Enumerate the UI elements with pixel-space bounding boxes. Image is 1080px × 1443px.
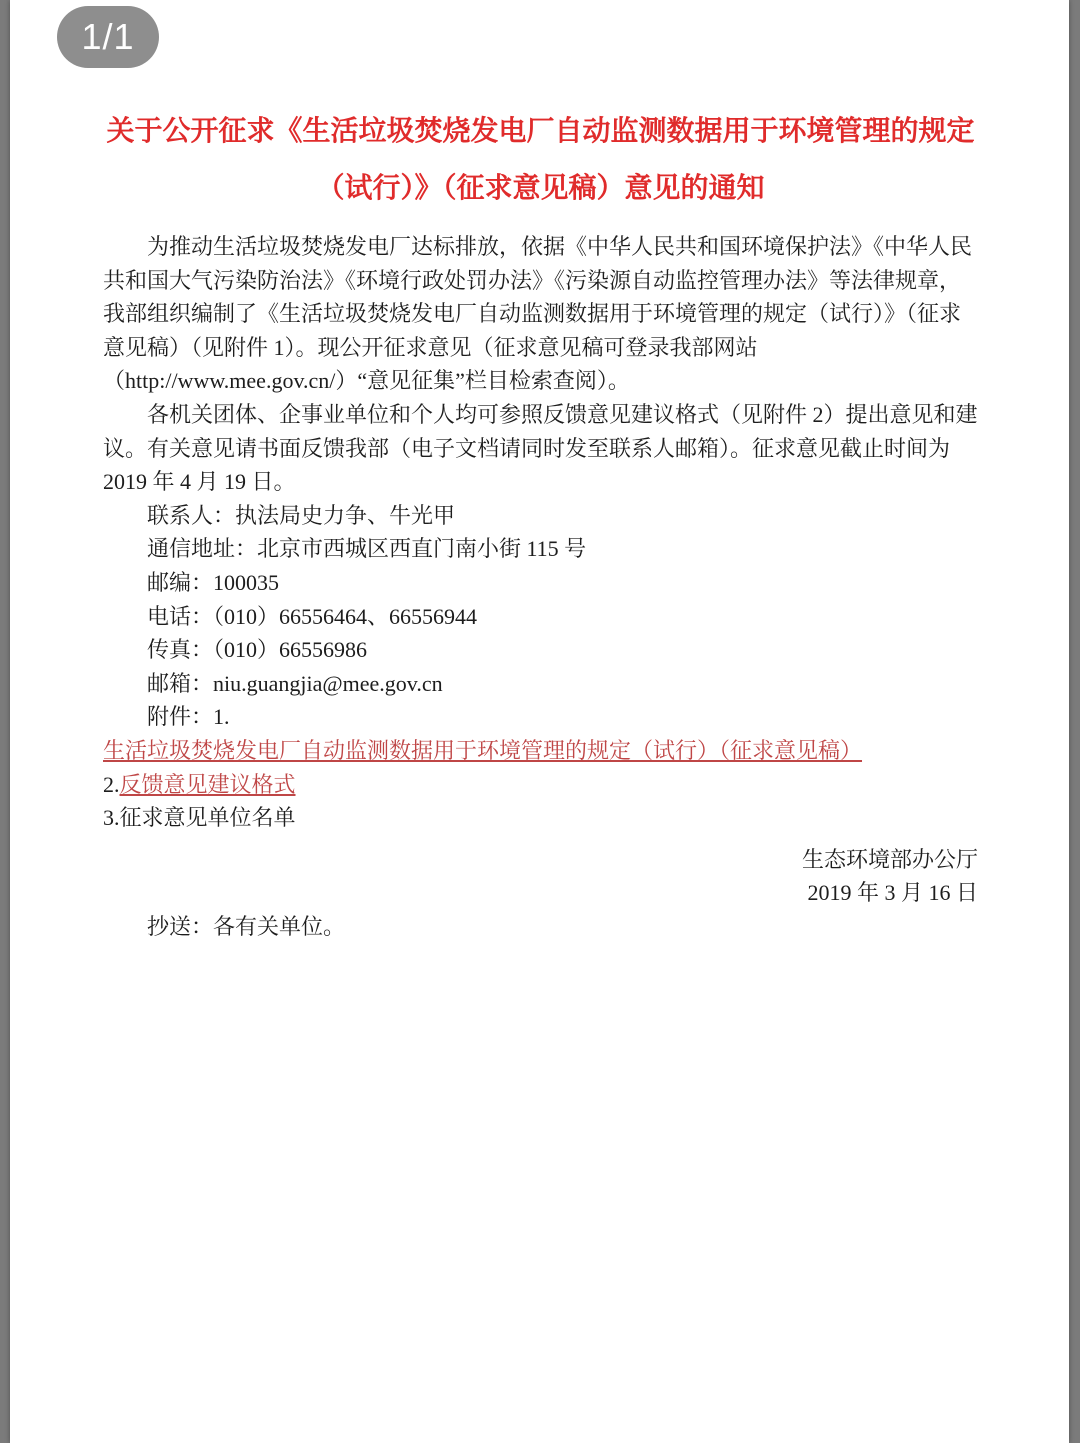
attachment-number-1: 1. — [213, 704, 230, 730]
signature-date: 2019 年 3 月 16 日 — [807, 880, 978, 906]
paragraph-intro: 为推动生活垃圾焚烧发电厂达标排放，依据《中华人民共和国环境保护法》《中华人民共和国大气污染防治法》《环境行政处罚办法》《污染源自动监控管理办法》等法律规章，我部组织编制了《生活垃圾焚烧发电厂自动监测数据用于环境管理的规定（试行）》（征求意见稿）（见附件 1）。现公开征求意见（征求意见稿可登录我部网站（http://www.mee.gov.cn/）“意见征集”栏目检索查阅）。 — [103, 234, 973, 394]
contact-line-phone: 电话：（010）66556464、66556944 — [147, 603, 478, 629]
contact-line-postcode: 邮编：100035 — [147, 569, 280, 595]
attachments-line-1 — [103, 700, 978, 767]
attachment-text-3: 征求意见单位名单 — [119, 805, 296, 831]
attachment-number-3: 3. — [103, 805, 120, 831]
attachments-line-3 — [103, 801, 978, 835]
document-page — [10, 0, 1069, 1443]
attachment-link-2[interactable]: 反馈意见建议格式 — [119, 771, 296, 797]
contact-line-fax: 传真：（010）66556986 — [147, 637, 368, 663]
contact-line-person: 联系人：执法局史力争、牛光甲 — [147, 502, 456, 528]
paragraph-feedback: 各机关团体、企事业单位和个人均可参照反馈意见建议格式（见附件 2）提出意见和建议。有关意见请书面反馈我部（电子文档请同时发至联系人邮箱）。征求意见截止时间为 2019 年 4 月 19 日。 — [103, 401, 978, 495]
signature-org: 生态环境部办公厅 — [801, 846, 978, 872]
contact-line-email: 邮箱：niu.guangjia@mee.gov.cn — [147, 670, 443, 696]
attachments-line-2 — [103, 768, 978, 802]
attachment-link-1[interactable]: 生活垃圾焚烧发电厂自动监测数据用于环境管理的规定（试行）（征求意见稿） — [103, 737, 863, 763]
attachments-label: 附件： — [147, 704, 214, 730]
document-body — [10, 0, 1069, 943]
cc-line: 抄送：各有关单位。 — [147, 913, 346, 939]
document-title: 关于公开征求《生活垃圾焚烧发电厂自动监测数据用于环境管理的规定（试行）》（征求意见稿）意见的通知 — [106, 115, 975, 203]
contact-line-address: 通信地址：北京市西城区西直门南小街 115 号 — [147, 536, 587, 562]
attachment-number-2: 2. — [103, 771, 120, 797]
page-indicator-badge: 1/1 — [57, 6, 159, 68]
